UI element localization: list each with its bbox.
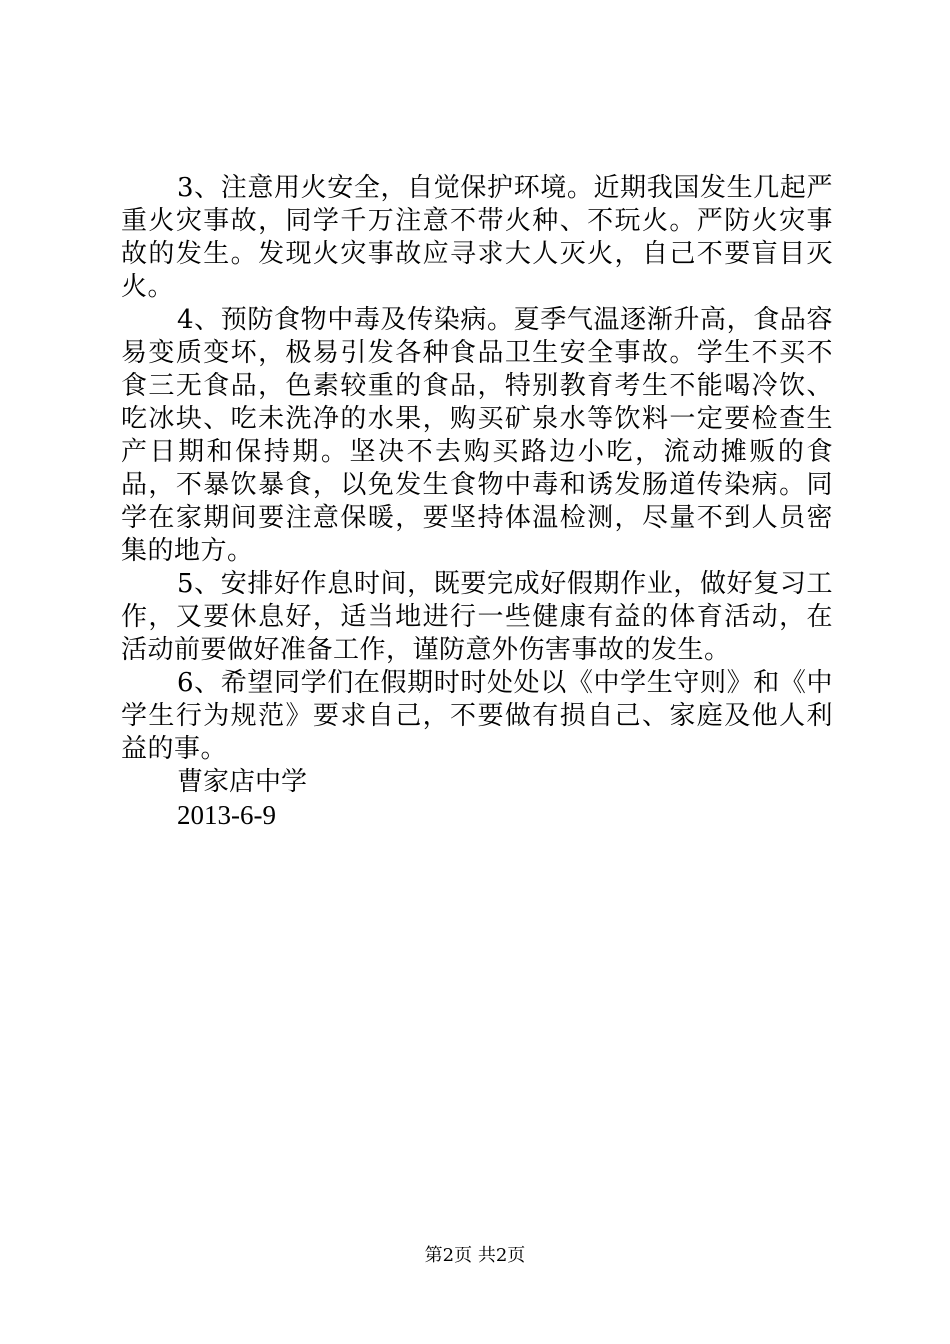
paragraph-fire-safety: 3、注意用火安全，自觉保护环境。近期我国发生几起严重火灾事故，同学千万注意不带火种、不玩火。严防火灾事故的发生。发现火灾事故应寻求大人灭火，自己不要盲目灭火。 — [121, 173, 833, 302]
page-number: 第2页 共2页 — [424, 1245, 526, 1266]
paragraph-schedule: 5、安排好作息时间，既要完成好假期作业，做好复习工作，又要休息好，适当地进行一些健康有益的体育活动，在活动前要做好准备工作，谨防意外伤害事故的发生。 — [121, 569, 833, 665]
page-footer — [0, 1245, 950, 1267]
document-body — [121, 172, 833, 832]
signature-school: 曹家店中学 — [177, 767, 308, 797]
paragraph-conduct: 6、希望同学们在假期时时处处以《中学生守则》和《中学生行为规范》要求自己，不要做有损自己、家庭及他人利益的事。 — [121, 668, 833, 764]
paragraph-food-safety: 4、预防食物中毒及传染病。夏季气温逐渐升高，食品容易变质变坏，极易引发各种食品卫生安全事故。学生不买不食三无食品，色素较重的食品，特别教育考生不能喝冷饮、吃冰块、吃未洗净的水果，购买矿泉水等饮料一定要检查生产日期和保持期。坚决不去购买路边小吃，流动摊贩的食品，不暴饮暴食，以免发生食物中毒和诱发肠道传染病。同学在家期间要注意保暖，要坚持体温检测，尽量不到人员密集的地方。 — [121, 305, 833, 566]
signature-date: 2013-6-9 — [177, 800, 276, 830]
